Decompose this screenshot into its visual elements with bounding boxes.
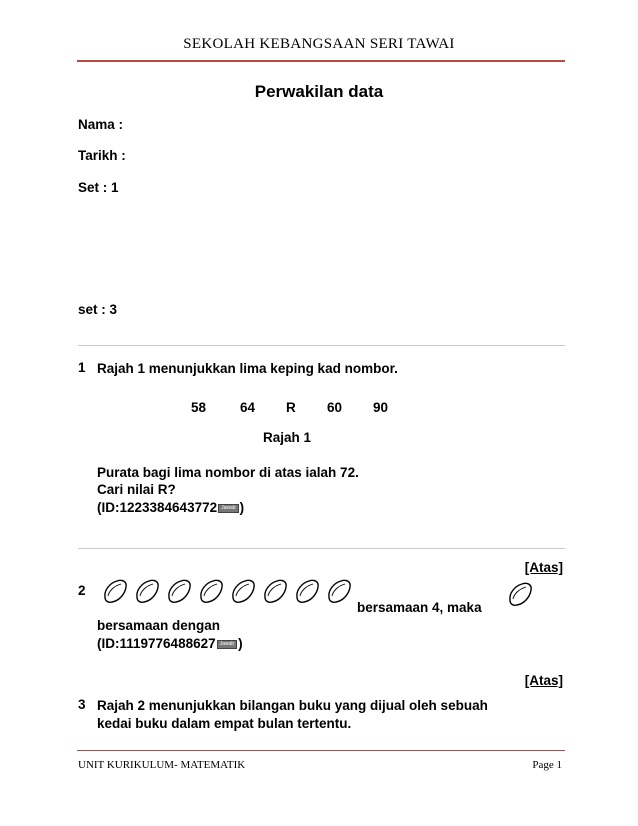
leaf-shape-icon [506, 580, 534, 608]
q2-text-after: bersamaan 4, maka [357, 600, 482, 615]
q3-line2: kedai buku dalam empat bulan tertentu. [97, 716, 352, 731]
q1-line1: Purata bagi lima nombor di atas ialah 72. [97, 465, 359, 480]
atas-link[interactable]: [Atas] [524, 560, 563, 575]
section-divider [78, 548, 565, 549]
q2-shape-single [506, 580, 538, 608]
school-header: SEKOLAH KEBANGSAAN SERI TAWAI [183, 36, 455, 52]
card-value: 90 [373, 400, 389, 415]
q1-text: Rajah 1 menunjukkan lima keping kad nombor. [97, 361, 398, 376]
q2-shape-row [101, 577, 357, 609]
field-set3: set : 3 [78, 302, 118, 317]
q1-number: 1 [78, 360, 86, 375]
jawab-button[interactable]: Jawab [217, 640, 237, 649]
leaf-shape-icon [101, 577, 129, 605]
section-divider [78, 345, 565, 346]
atas-link[interactable]: [Atas] [524, 673, 563, 688]
page-title: Perwakilan data [254, 82, 384, 101]
card-value: 58 [191, 400, 207, 415]
q2-line2: bersamaan dengan [97, 618, 221, 633]
leaf-shape-icon [133, 577, 161, 605]
page-number: Page 1 [532, 759, 562, 771]
footer-divider [77, 750, 565, 751]
q1-line2: Cari nilai R? [97, 482, 176, 497]
q1-id-close: ) [239, 500, 245, 515]
field-set1: Set : 1 [78, 180, 119, 195]
leaf-shape-icon [325, 577, 353, 605]
leaf-shape-icon [261, 577, 289, 605]
leaf-shape-icon [293, 577, 321, 605]
card-value: 60 [327, 400, 343, 415]
header-divider [77, 60, 565, 62]
field-nama: Nama : [78, 117, 124, 132]
q1-id-line [97, 499, 244, 516]
q2-number: 2 [78, 583, 86, 598]
card-value: R [286, 400, 296, 415]
q2-id: (ID:1119776488627 [97, 636, 216, 651]
leaf-shape-icon [229, 577, 257, 605]
q2-id-line [97, 635, 243, 652]
card-value: 64 [240, 400, 256, 415]
q3-line1: Rajah 2 menunjukkan bilangan buku yang dijual oleh sebuah [97, 698, 488, 713]
jawab-button[interactable]: Jawab [218, 504, 238, 513]
q3-number: 3 [78, 697, 86, 712]
footer-unit: UNIT KURIKULUM- MATEMATIK [78, 759, 246, 771]
leaf-shape-icon [165, 577, 193, 605]
leaf-shape-icon [197, 577, 225, 605]
q1-id: (ID:1223384643772 [97, 500, 218, 515]
figure-caption: Rajah 1 [263, 430, 312, 445]
q2-id-close: ) [238, 636, 243, 651]
field-tarikh: Tarikh : [78, 148, 126, 163]
